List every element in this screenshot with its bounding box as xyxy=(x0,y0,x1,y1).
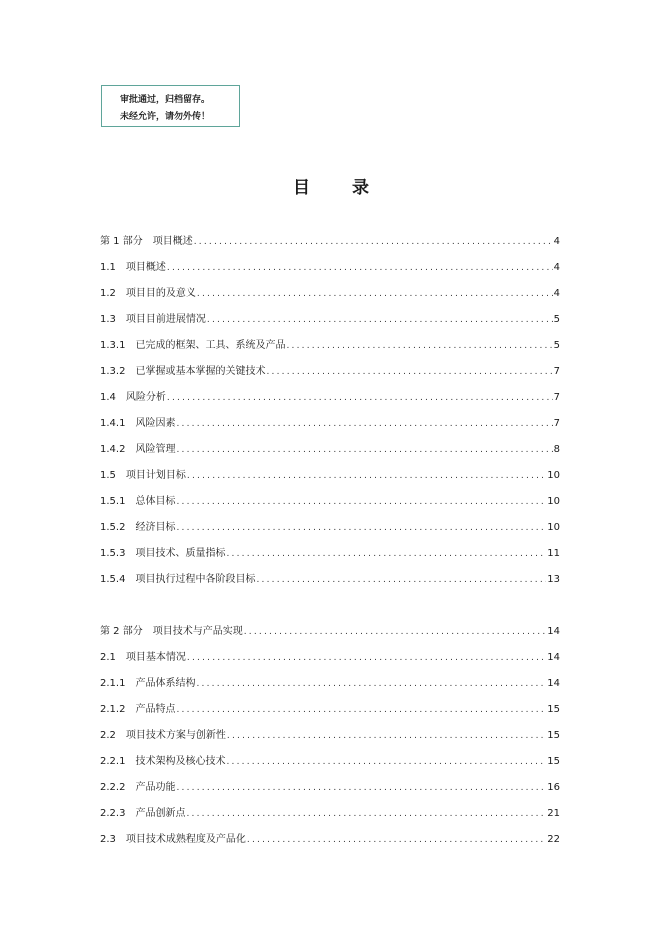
toc-entry[interactable] xyxy=(100,312,560,326)
toc-entry-number: 1.5.4 xyxy=(100,574,136,585)
toc-entry-page: 13 xyxy=(547,574,560,585)
toc-entry-page: 4 xyxy=(553,236,560,247)
toc-entry-title: 项目基本情况 xyxy=(125,652,186,663)
toc-entry-title: 项目技术、质量指标 xyxy=(135,548,226,559)
toc-entry-page: 14 xyxy=(547,626,560,637)
toc-entry[interactable] xyxy=(100,494,560,508)
confidential-notice-box xyxy=(101,85,240,127)
toc-entry[interactable] xyxy=(100,702,560,716)
toc-entry-number: 第 1 部分 xyxy=(100,236,153,247)
toc-entry-number: 2.2.2 xyxy=(100,782,136,793)
toc-entry-number: 2.2 xyxy=(100,730,126,741)
toc-entry[interactable] xyxy=(100,260,560,274)
toc-entry-title: 产品特点 xyxy=(135,704,176,715)
toc-entry-title: 风险分析 xyxy=(125,392,166,403)
toc-entry-page: 14 xyxy=(547,652,560,663)
toc-entry-page: 8 xyxy=(553,444,560,455)
toc-entry-number: 1.4.2 xyxy=(100,444,136,455)
toc-entry-page: 10 xyxy=(547,522,560,533)
notice-line-1: 审批通过，归档留存。 xyxy=(120,95,211,105)
toc-entry-number: 1.3.2 xyxy=(100,366,136,377)
toc-entry-title: 项目执行过程中各阶段目标 xyxy=(135,574,256,585)
notice-line-2: 未经允许，请勿外传！ xyxy=(120,112,211,122)
toc-entry-title: 项目目前进展情况 xyxy=(125,314,206,325)
toc-entry-title: 已完成的框架、工具、系统及产品 xyxy=(135,340,286,351)
toc-entry-title: 项目技术方案与创新性 xyxy=(125,730,226,741)
toc-entry[interactable] xyxy=(100,832,560,846)
toc-dot-leader xyxy=(176,496,546,508)
toc-entry-number: 1.3.1 xyxy=(100,340,136,351)
toc-entry-title: 项目概述 xyxy=(125,262,166,273)
toc-entry-title: 经济目标 xyxy=(135,522,176,533)
toc-entry-title: 项目目的及意义 xyxy=(125,288,196,299)
toc-entry-page: 15 xyxy=(547,756,560,767)
toc-entry-number: 第 2 部分 xyxy=(100,626,153,637)
toc-entry-title: 项目技术与产品实现 xyxy=(152,626,243,637)
toc-entry[interactable] xyxy=(100,572,560,586)
toc-dot-leader xyxy=(167,392,553,404)
toc-entry-page: 10 xyxy=(547,470,560,481)
toc-entry[interactable] xyxy=(100,442,560,456)
toc-entry-title: 项目概述 xyxy=(152,236,193,247)
toc-entry-number: 2.2.1 xyxy=(100,756,136,767)
toc-entry-number: 1.4.1 xyxy=(100,418,136,429)
toc-entry[interactable] xyxy=(100,624,560,638)
toc-dot-leader xyxy=(196,678,546,690)
toc-dot-leader xyxy=(256,574,546,586)
toc-dot-leader xyxy=(187,470,546,482)
toc-entry-number: 2.1.1 xyxy=(100,678,136,689)
toc-entry-number: 2.2.3 xyxy=(100,808,136,819)
toc-entry-title: 风险因素 xyxy=(135,418,176,429)
toc-entry-page: 14 xyxy=(547,678,560,689)
toc-entry-number: 2.1 xyxy=(100,652,126,663)
toc-entry[interactable] xyxy=(100,676,560,690)
toc-entry-page: 4 xyxy=(553,288,560,299)
toc-dot-leader xyxy=(176,418,552,430)
toc-dot-leader xyxy=(266,366,552,378)
toc-entry-title: 技术架构及核心技术 xyxy=(135,756,226,767)
toc-entry[interactable] xyxy=(100,728,560,742)
toc-entry-page: 7 xyxy=(553,392,560,403)
toc-entry[interactable] xyxy=(100,650,560,664)
toc-entry-number: 1.5.3 xyxy=(100,548,136,559)
toc-entry-title: 项目技术成熟程度及产品化 xyxy=(125,834,246,845)
toc-entry-title: 项目计划目标 xyxy=(125,470,186,481)
toc-entry-page: 7 xyxy=(553,418,560,429)
toc-dot-leader xyxy=(226,756,546,768)
toc-dot-leader xyxy=(167,262,553,274)
toc-entry[interactable] xyxy=(100,780,560,794)
toc-dot-leader xyxy=(286,340,552,352)
toc-entry[interactable] xyxy=(100,546,560,560)
toc-dot-leader xyxy=(194,236,553,248)
toc-dot-leader xyxy=(227,730,546,742)
toc-entry[interactable] xyxy=(100,806,560,820)
toc-dot-leader xyxy=(176,704,546,716)
toc-entry[interactable] xyxy=(100,286,560,300)
toc-entry-page: 16 xyxy=(547,782,560,793)
page-title: 目 录 xyxy=(293,178,387,198)
toc-entry[interactable] xyxy=(100,364,560,378)
toc-dot-leader xyxy=(226,548,546,560)
toc-entry-number: 1.2 xyxy=(100,288,126,299)
toc-dot-leader xyxy=(187,652,546,664)
toc-dot-leader xyxy=(197,288,553,300)
toc-entry[interactable] xyxy=(100,416,560,430)
toc-entry-title: 已掌握或基本掌握的关键技术 xyxy=(135,366,266,377)
toc-dot-leader xyxy=(244,626,547,638)
toc-entry-number: 2.1.2 xyxy=(100,704,136,715)
toc-dot-leader xyxy=(176,782,546,794)
toc-entry-page: 10 xyxy=(547,496,560,507)
toc-dot-leader xyxy=(176,444,552,456)
toc-entry-page: 5 xyxy=(553,340,560,351)
toc-entry[interactable] xyxy=(100,390,560,404)
toc-entry-number: 1.5 xyxy=(100,470,126,481)
toc-entry[interactable] xyxy=(100,754,560,768)
toc-dot-leader xyxy=(207,314,553,326)
toc-entry-page: 7 xyxy=(553,366,560,377)
toc-dot-leader xyxy=(186,808,546,820)
toc-entry-title: 产品创新点 xyxy=(135,808,186,819)
toc-entry-number: 1.4 xyxy=(100,392,126,403)
toc-entry-title: 产品功能 xyxy=(135,782,176,793)
toc-entry-number: 1.1 xyxy=(100,262,126,273)
toc-entry-page: 22 xyxy=(547,834,560,845)
toc-dot-leader xyxy=(247,834,546,846)
toc-entry-page: 15 xyxy=(547,730,560,741)
toc-dot-leader xyxy=(176,522,546,534)
toc-entry-number: 2.3 xyxy=(100,834,126,845)
toc-entry-page: 15 xyxy=(547,704,560,715)
toc-entry[interactable] xyxy=(100,338,560,352)
toc-entry[interactable] xyxy=(100,468,560,482)
toc-entry-page: 5 xyxy=(553,314,560,325)
toc-entry-number: 1.5.2 xyxy=(100,522,136,533)
toc-entry[interactable] xyxy=(100,520,560,534)
toc-entry-title: 产品体系结构 xyxy=(135,678,196,689)
toc-entry-number: 1.3 xyxy=(100,314,126,325)
toc-entry-page: 4 xyxy=(553,262,560,273)
toc-entry-page: 11 xyxy=(547,548,560,559)
toc-entry[interactable] xyxy=(100,234,560,248)
toc-entry-title: 风险管理 xyxy=(135,444,176,455)
toc-entry-title: 总体目标 xyxy=(135,496,176,507)
toc-entry-page: 21 xyxy=(547,808,560,819)
toc-entry-number: 1.5.1 xyxy=(100,496,136,507)
